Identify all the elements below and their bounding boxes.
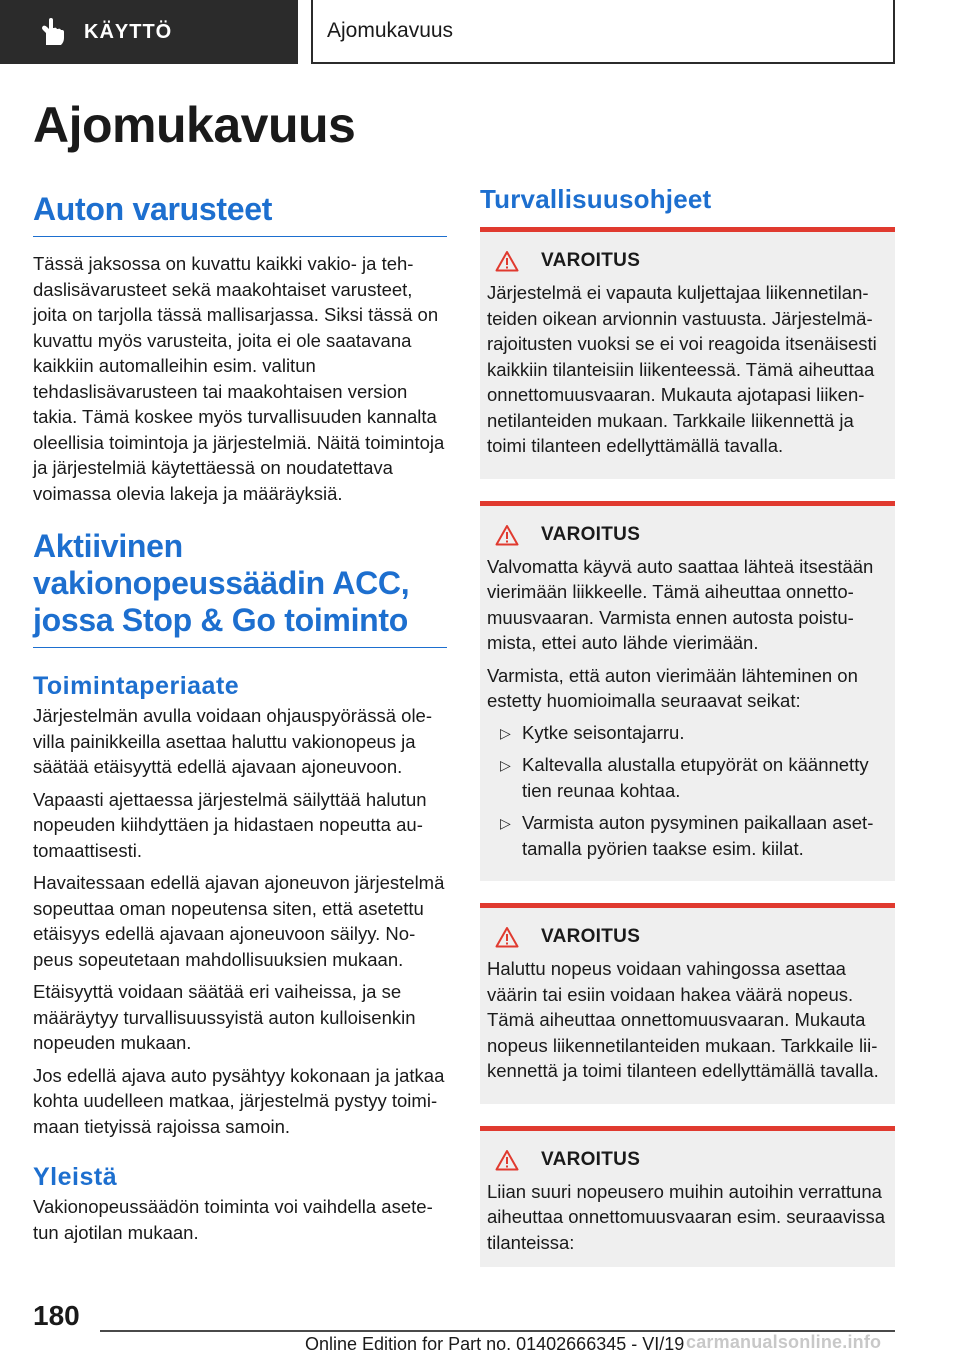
- general-heading: Yleistä: [33, 1163, 118, 1191]
- section-tab-label: KÄYTTÖ: [84, 20, 173, 43]
- warning-box: [480, 501, 895, 882]
- left-column: [33, 190, 447, 1245]
- warning-header: [487, 924, 887, 950]
- watermark: carmanualsonline.info: [686, 1332, 882, 1352]
- warning-triangle-icon: [495, 250, 519, 272]
- breadcrumb-label: Ajomukavuus: [327, 19, 454, 42]
- equipment-heading: Auton varusteet: [33, 190, 447, 237]
- page-header: [0, 0, 960, 66]
- bullet-triangle-icon: ▷: [500, 815, 511, 831]
- warning-triangle-icon: [495, 926, 519, 948]
- list-item-text: Kytke seisontajarru.: [522, 721, 685, 743]
- warning-box: [480, 227, 895, 479]
- hand-pointer-icon: [40, 17, 66, 47]
- warning-title: VAROITUS: [541, 1148, 641, 1170]
- principle-paragraph: Havaitessaan edellä ajavan ajoneuvon järjestelmä sopeuttaa oman nopeutensa siten, että asetettu etäisyys edellä ajavaan ajoneuvoon säilyy. Nopeus sopeutetaan mahdollisuuksien mukaan.: [33, 872, 445, 970]
- safety-heading: Turvallisuusohjeet: [480, 184, 712, 214]
- page-title: Ajomukavuus: [33, 97, 356, 153]
- equipment-text: Tässä jaksossa on kuvattu kaikki vakio- ja tehdaslisävarusteet sekä maakohtaiset varusteet, joita on tarjolla tässä mallisarjassa. Siksi tässä on kuvattu myös varusteita, joita ei ole saatavana kaikkiin automalleihin esim. valitun tehdaslisävarusteen tai maakohtaisen version takia. Tämä koskee myös turvallisuuden kannalta oleellisia toimintoja ja järjestelmiä. Näitä toimintoja ja järjestelmiä käytettäessä on noudatettava voimassa olevia lakeja ja määräyksiä.: [33, 253, 445, 504]
- bullet-triangle-icon: ▷: [500, 724, 511, 741]
- warning-title: VAROITUS: [541, 926, 641, 947]
- warning-triangle-icon: [495, 524, 519, 546]
- warning-title: VAROITUS: [541, 523, 641, 545]
- warning-header: [487, 248, 887, 274]
- bullet-triangle-icon: ▷: [500, 757, 511, 773]
- acc-heading: Aktiivinen vakionopeussäädin ACC, jossa Stop & Go toiminto: [33, 528, 447, 648]
- warning-box: [480, 1126, 895, 1268]
- warning-text: Järjestelmä ei vapauta kuljettajaa liikennetilanteiden oikean arvionnin vastuusta. Järjestelmärajoitusten vuoksi se ei voi reagoida itsenäisesti kaikkiin tilanteisiin liikenteessä. Tämä aiheuttaa onnettomuusvaaran. Mukauta ajotapasi liikennetilanteiden mukaan. Tarkkaile liikennettä ja toimi tilanteen edellyttämällä tavalla.: [487, 282, 877, 456]
- right-column: [480, 184, 895, 1289]
- principle-paragraph: Jos edellä ajava auto pysähtyy kokonaan ja jatkaa kohta uudelleen matkaa, järjestelmä pystyy toimimaan tietyissä rajoissa samoin.: [33, 1064, 445, 1137]
- warning-text: Liian suuri nopeusero muihin autoihin verrattuna aiheuttaa onnettomuusvaaran esim. seuraavissa tilanteissa:: [487, 1180, 885, 1253]
- warning-title: VAROITUS: [541, 250, 641, 271]
- warning-header: [487, 1147, 887, 1173]
- principle-paragraph: Etäisyyttä voidaan säätää eri vaiheissa, ja se määräytyy turvallisuussyistä auton kulloisenkin nopeuden mukaan.: [33, 981, 416, 1053]
- warning-header: [487, 522, 887, 548]
- list-item: [487, 810, 887, 861]
- warning-text: Varmista, että auton vierimään lähteminen on estetty huomioimalla seuraavat seikat:: [487, 664, 858, 711]
- warning-text: Valvomatta käyvä auto saattaa lähteä itsestään vierimään liikkeelle. Tämä aiheuttaa onnettomuusvaaran. Varmista ennen autosta poistumista, ettei auto lähde vierimään.: [487, 555, 874, 653]
- breadcrumb: [311, 0, 895, 64]
- principle-heading: Toimintaperiaate: [33, 672, 240, 700]
- warning-text: Haluttu nopeus voidaan vahingossa asettaa väärin tai esiin voidaan hakea väärä nopeus. Tämä aiheuttaa onnettomuusvaaran. Mukauta nopeus liikennetilanteiden mukaan. Tarkkaile liikennettä ja toimi tilanteen edellyttämällä tavalla.: [487, 958, 879, 1081]
- warning-triangle-icon: [495, 1149, 519, 1171]
- section-tab[interactable]: [0, 0, 298, 64]
- list-item: [487, 720, 887, 746]
- list-item: [487, 752, 887, 803]
- warning-box: [480, 903, 895, 1104]
- bullet-list: [487, 720, 887, 862]
- edition-note: Online Edition for Part no. 01402666345 - VI/19: [305, 1334, 685, 1354]
- principle-paragraph: Järjestelmän avulla voidaan ohjauspyörässä olevilla painikkeilla asettaa haluttu vakionopeus ja säätää etäisyyttä edellä ajavaan ajoneuvoon.: [33, 705, 433, 777]
- page-number: 180: [33, 1300, 80, 1331]
- list-item-text: Kaltevalla alustalla etupyörät on käännetty tien reunaa kohtaa.: [522, 754, 869, 801]
- general-text: Vakionopeussäädön toiminta voi vaihdella asetetun ajotilan mukaan.: [33, 1196, 433, 1243]
- list-item-text: Varmista auton pysyminen paikallaan asettamalla pyörien taakse esim. kiilat.: [522, 812, 874, 859]
- principle-paragraph: Vapaasti ajettaessa järjestelmä säilyttää halutun nopeuden kiihdyttäen ja hidastaen nopeutta automaattisesti.: [33, 788, 427, 861]
